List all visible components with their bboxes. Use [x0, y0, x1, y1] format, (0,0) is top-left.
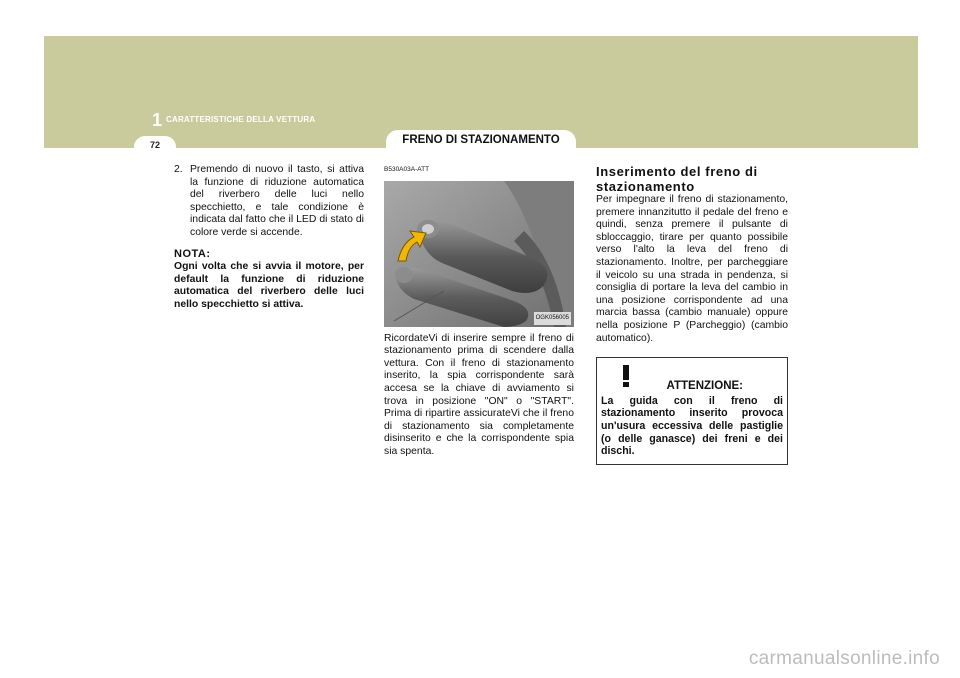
- photo-caption: OGK056005: [534, 312, 571, 325]
- section-title: FRENO DI STAZIONAMENTO: [402, 134, 560, 146]
- left-column: [174, 164, 364, 312]
- chapter-title: CARATTERISTICHE DELLA VETTURA: [166, 115, 316, 124]
- right-column: [596, 164, 788, 465]
- list-item-number: 2.: [174, 164, 183, 175]
- list-item-text: Premendo di nuovo il tasto, si attiva la funzione di riduzione automatica del riverbero delle luci nello specchietto, e tale condizione è indicata dal fatto che il LED di stato di colore verde si accende.: [190, 164, 364, 238]
- list-item: [174, 164, 364, 240]
- warning-text: La guida con il freno di stazionamento inserito provoca un'usura eccessiva delle pastiglie (o delle ganasce) dei freni e dei dischi.: [601, 394, 783, 458]
- parking-brake-lever-illustration: [384, 181, 574, 327]
- chapter-number: 1: [152, 110, 163, 130]
- image-code: B530A03A-ATT: [384, 166, 430, 173]
- warning-title: ATTENZIONE:: [666, 380, 743, 393]
- middle-column: [384, 164, 574, 459]
- right-body-text: Per impegnare il freno di stazionamento, premere innanzitutto il pedale del freno e quindi, senza premere il pulsante di sbloccaggio, tirare per quanto possibile verso l'alto la leva del freno di stazionamento. Inoltre, per parcheggiare il veicolo su una strada in pendenza, si consiglia di portare la leva del cambio in una posizione corrispondente ad una marcia bassa (cambio manuale) oppure nella posizione P (Parcheggio) (cambio automatico).: [596, 194, 788, 344]
- warning-box: [596, 357, 788, 465]
- note-heading: NOTA:: [174, 247, 211, 260]
- page-number: 72: [150, 140, 161, 150]
- middle-body-text: RicordateVi di inserire sempre il freno di stazionamento prima di scendere dalla vettura. Con il freno di stazionamento inserito, la spia corrispondente sarà accesa se la chiave di avviamento si trova in posizione "ON" o "START". Prima di ripartire assicurateVi che il freno di stazionamento sia completamente disinserito e che la corrispondente spia sia spenta.: [384, 332, 574, 457]
- parking-brake-photo: [384, 181, 574, 327]
- section-heading: Inserimento del freno di stazionamento: [596, 164, 758, 194]
- watermark: carmanualsonline.info: [748, 648, 940, 669]
- note-text: Ogni volta che si avvia il motore, per default la funzione di riduzione automatica del riverbero delle luci nello specchietto si attiva.: [174, 261, 364, 310]
